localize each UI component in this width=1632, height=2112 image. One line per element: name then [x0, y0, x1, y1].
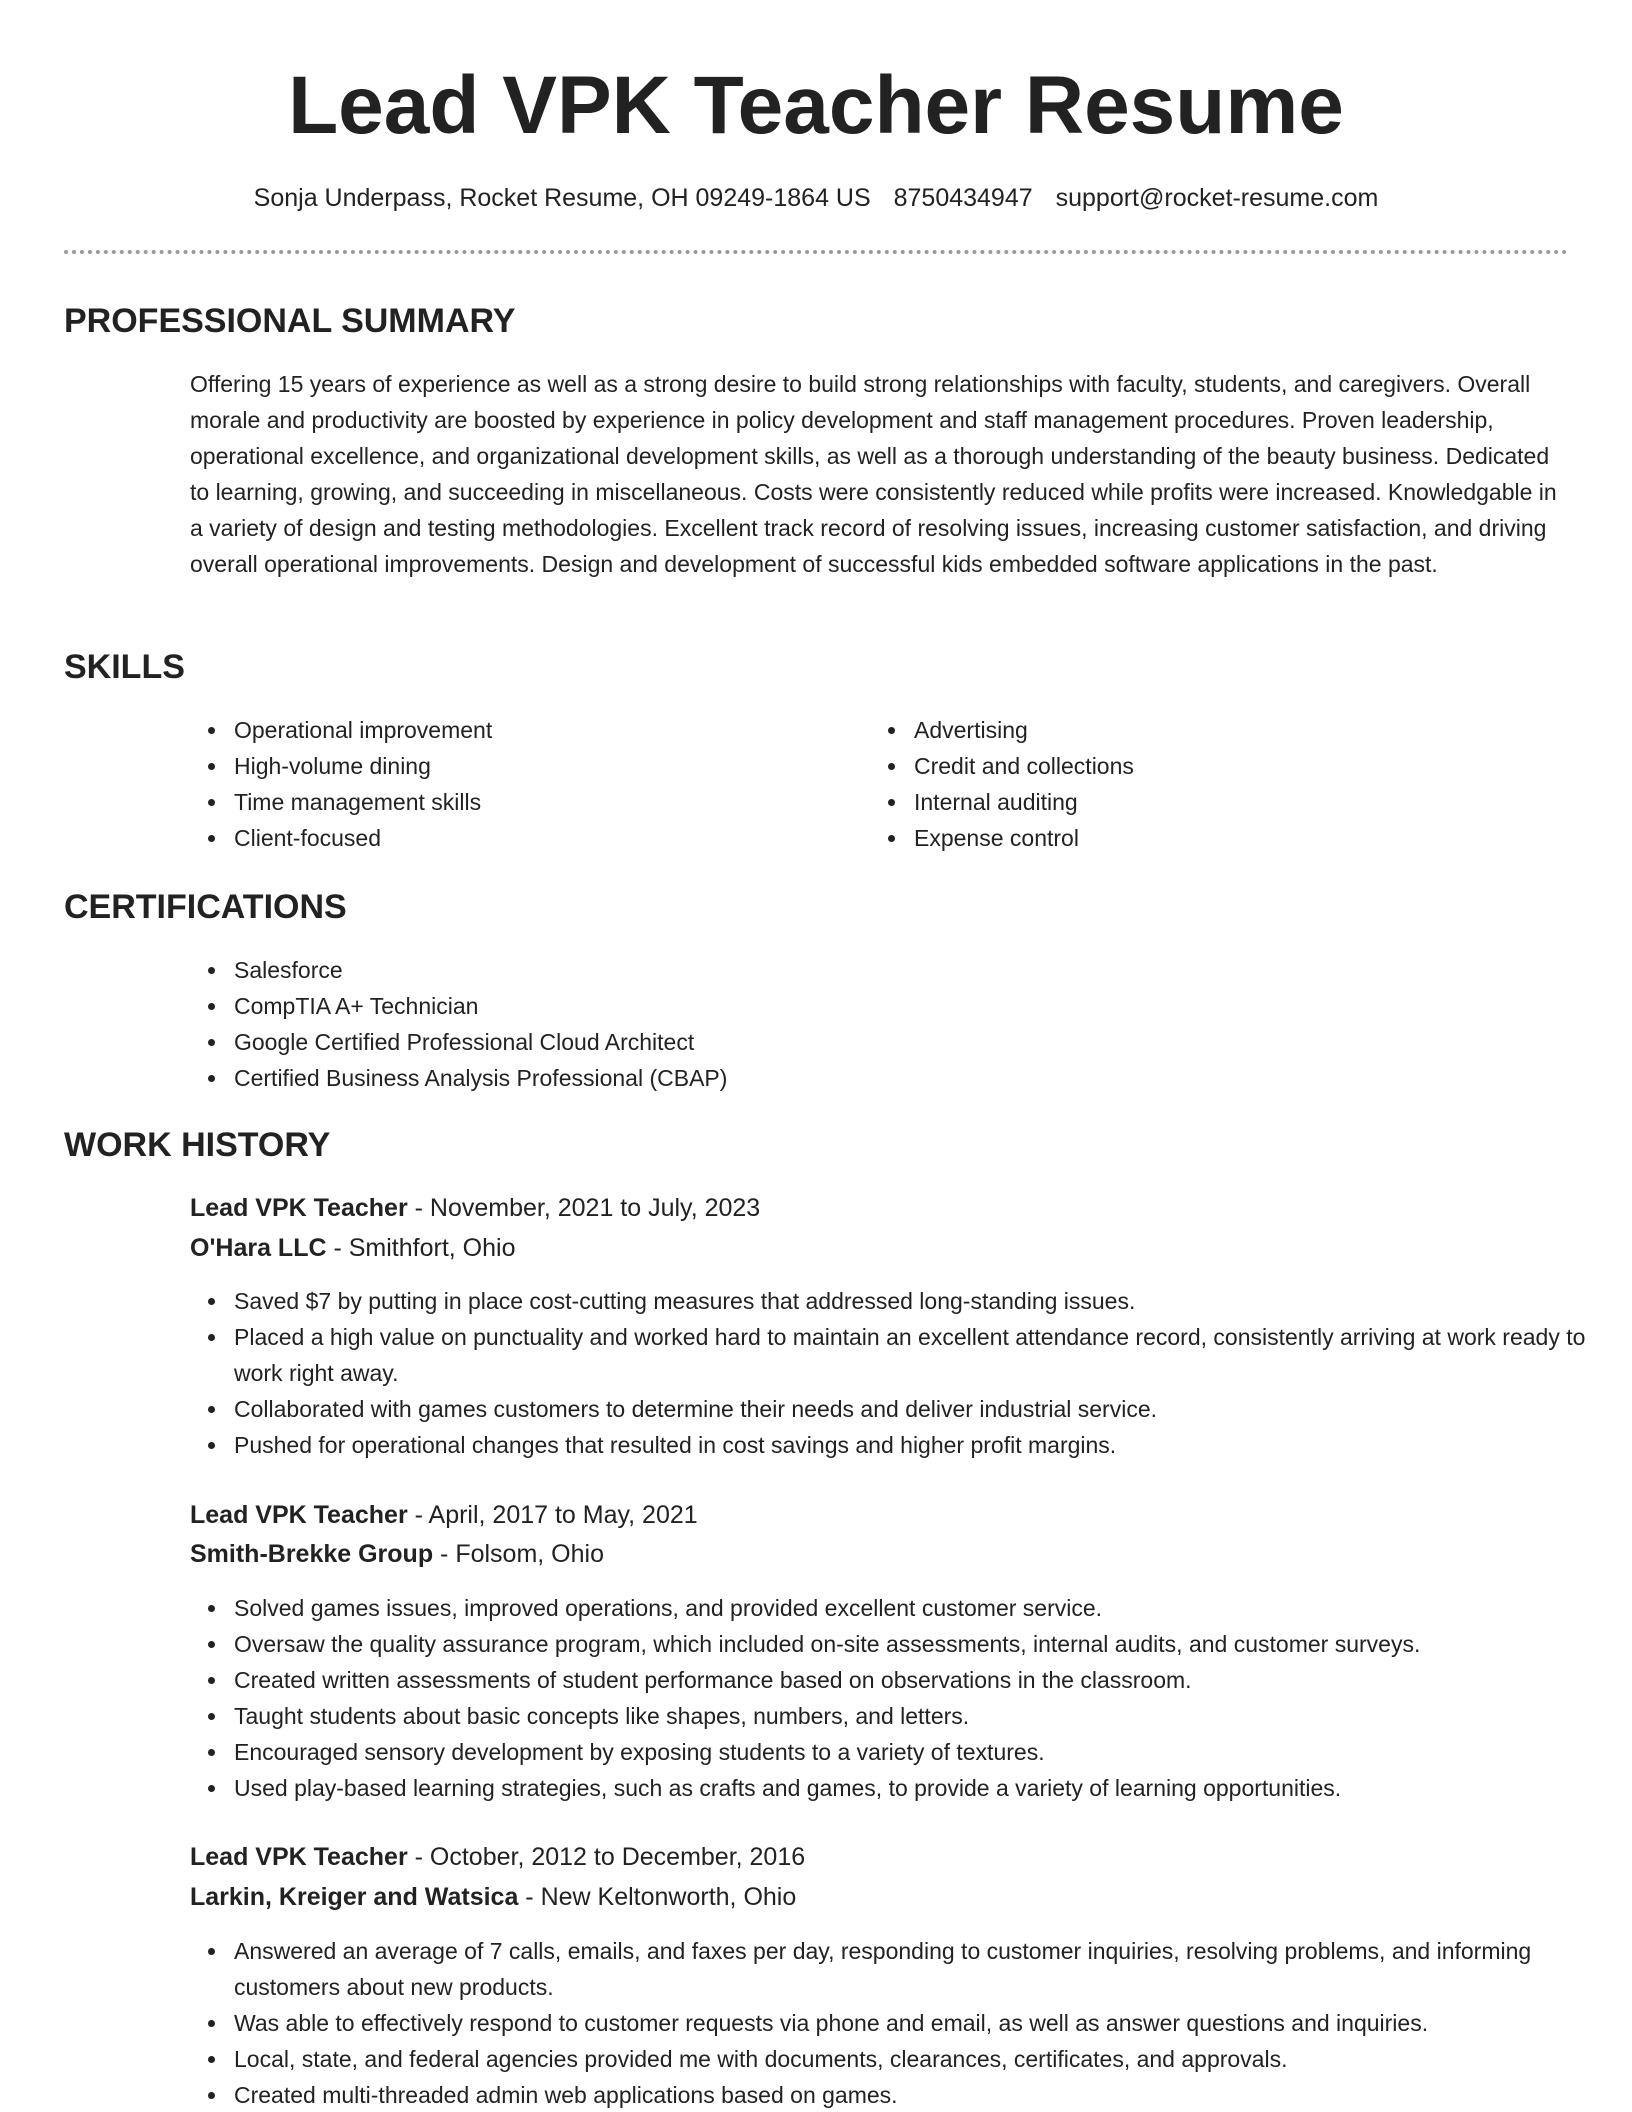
job-title: Lead VPK Teacher [190, 1501, 408, 1529]
job-bullets [190, 1590, 1614, 1806]
job-title-line [190, 1189, 760, 1227]
list-item: Answered an average of 7 calls, emails, and faxes per day, responding to customer inquiries, resolving problems, and informing customers about new products. [234, 1933, 1614, 2005]
header-divider [64, 250, 1568, 254]
list-item: Used play-based learning strategies, such as crafts and games, to provide a variety of learning opportunities. [234, 1770, 1614, 1806]
list-item: Taught students about basic concepts like shapes, numbers, and letters. [234, 1698, 1614, 1734]
job-dates: - November, 2021 to July, 2023 [407, 1194, 761, 1222]
work-history-heading: WORK HISTORY [64, 1126, 331, 1164]
summary-text: Offering 15 years of experience as well as a strong desire to build strong relationships with faculty, students, and caregivers. Overall morale and productivity are boosted by experience in policy development and staff management procedures. Proven leadership, operational excellence, and organizational development skills, as well as a thorough understanding of the beauty business. Dedicated to learning, growing, and succeeding in miscellaneous. Costs were consistently reduced while profits were increased. Knowledgable in a variety of design and testing methodologies. Excellent track record of resolving issues, increasing customer satisfaction, and driving overall operational improvements. Design and development of successful kids embedded software applications in the past. [190, 371, 1557, 577]
list-item: Encouraged sensory development by exposing students to a variety of textures. [234, 1734, 1614, 1770]
company-name: O'Hara LLC [190, 1234, 327, 1262]
list-item: Salesforce [234, 952, 1534, 988]
list-item: Credit and collections [914, 748, 1514, 784]
job-dates: - October, 2012 to December, 2016 [407, 1843, 806, 1871]
list-item: CompTIA A+ Technician [234, 988, 1534, 1024]
company-name: Larkin, Kreiger and Watsica [190, 1883, 519, 1911]
contact-phone: 8750434947 [893, 184, 1033, 212]
company-line [190, 1535, 604, 1573]
certifications-heading: CERTIFICATIONS [64, 888, 347, 926]
contact-line [0, 180, 1632, 216]
job-title-line [190, 1838, 805, 1876]
job-title: Lead VPK Teacher [190, 1843, 408, 1871]
list-item: Certified Business Analysis Professional (CBAP) [234, 1060, 1534, 1096]
skills-heading: SKILLS [64, 648, 185, 686]
list-item: Internal auditing [914, 784, 1514, 820]
job-title: Lead VPK Teacher [190, 1194, 408, 1222]
company-line [190, 1229, 515, 1267]
company-name: Smith-Brekke Group [190, 1540, 434, 1568]
list-item: Local, state, and federal agencies provided me with documents, clearances, certificates, and approvals. [234, 2041, 1614, 2077]
certifications-list [190, 952, 1534, 1096]
list-item: Expense control [914, 820, 1514, 856]
list-item: Time management skills [234, 784, 834, 820]
job-bullets [190, 1933, 1614, 2112]
job-title-line [190, 1496, 698, 1534]
list-item: Google Certified Professional Cloud Architect [234, 1024, 1534, 1060]
job-bullets [190, 1283, 1614, 1463]
list-item: High-volume dining [234, 748, 834, 784]
list-item: Oversaw the quality assurance program, which included on-site assessments, internal audits, and customer surveys. [234, 1626, 1614, 1662]
company-location: - Folsom, Ohio [433, 1540, 604, 1568]
job-dates: - April, 2017 to May, 2021 [407, 1501, 698, 1529]
resume-title: Lead VPK Teacher Resume [288, 60, 1344, 151]
list-item: Client-focused [234, 820, 834, 856]
list-item: Placed a high value on punctuality and worked hard to maintain an excellent attendance record, consistently arriving at work ready to work right away. [234, 1319, 1614, 1391]
list-item: Advertising [914, 712, 1514, 748]
list-item: Was able to effectively respond to customer requests via phone and email, as well as answer questions and inquiries. [234, 2005, 1614, 2041]
list-item: Created written assessments of student performance based on observations in the classroom. [234, 1662, 1614, 1698]
contact-email: support@rocket-resume.com [1055, 184, 1379, 212]
list-item: Saved $7 by putting in place cost-cutting measures that addressed long-standing issues. [234, 1283, 1614, 1319]
list-item: Pushed for operational changes that resulted in cost savings and higher profit margins. [234, 1427, 1614, 1463]
company-line [190, 1878, 796, 1916]
list-item: Operational improvement [234, 712, 834, 748]
company-location: - New Keltonworth, Ohio [518, 1883, 797, 1911]
skills-list-right [870, 712, 1514, 856]
company-location: - Smithfort, Ohio [326, 1234, 516, 1262]
list-item: Created multi-threaded admin web applications based on games. [234, 2077, 1614, 2112]
summary-heading: PROFESSIONAL SUMMARY [64, 302, 516, 340]
contact-address: Sonja Underpass, Rocket Resume, OH 09249-1864 US [253, 184, 871, 212]
list-item: Solved games issues, improved operations, and provided excellent customer service. [234, 1590, 1614, 1626]
skills-list-left [190, 712, 834, 856]
list-item: Collaborated with games customers to determine their needs and deliver industrial service. [234, 1391, 1614, 1427]
